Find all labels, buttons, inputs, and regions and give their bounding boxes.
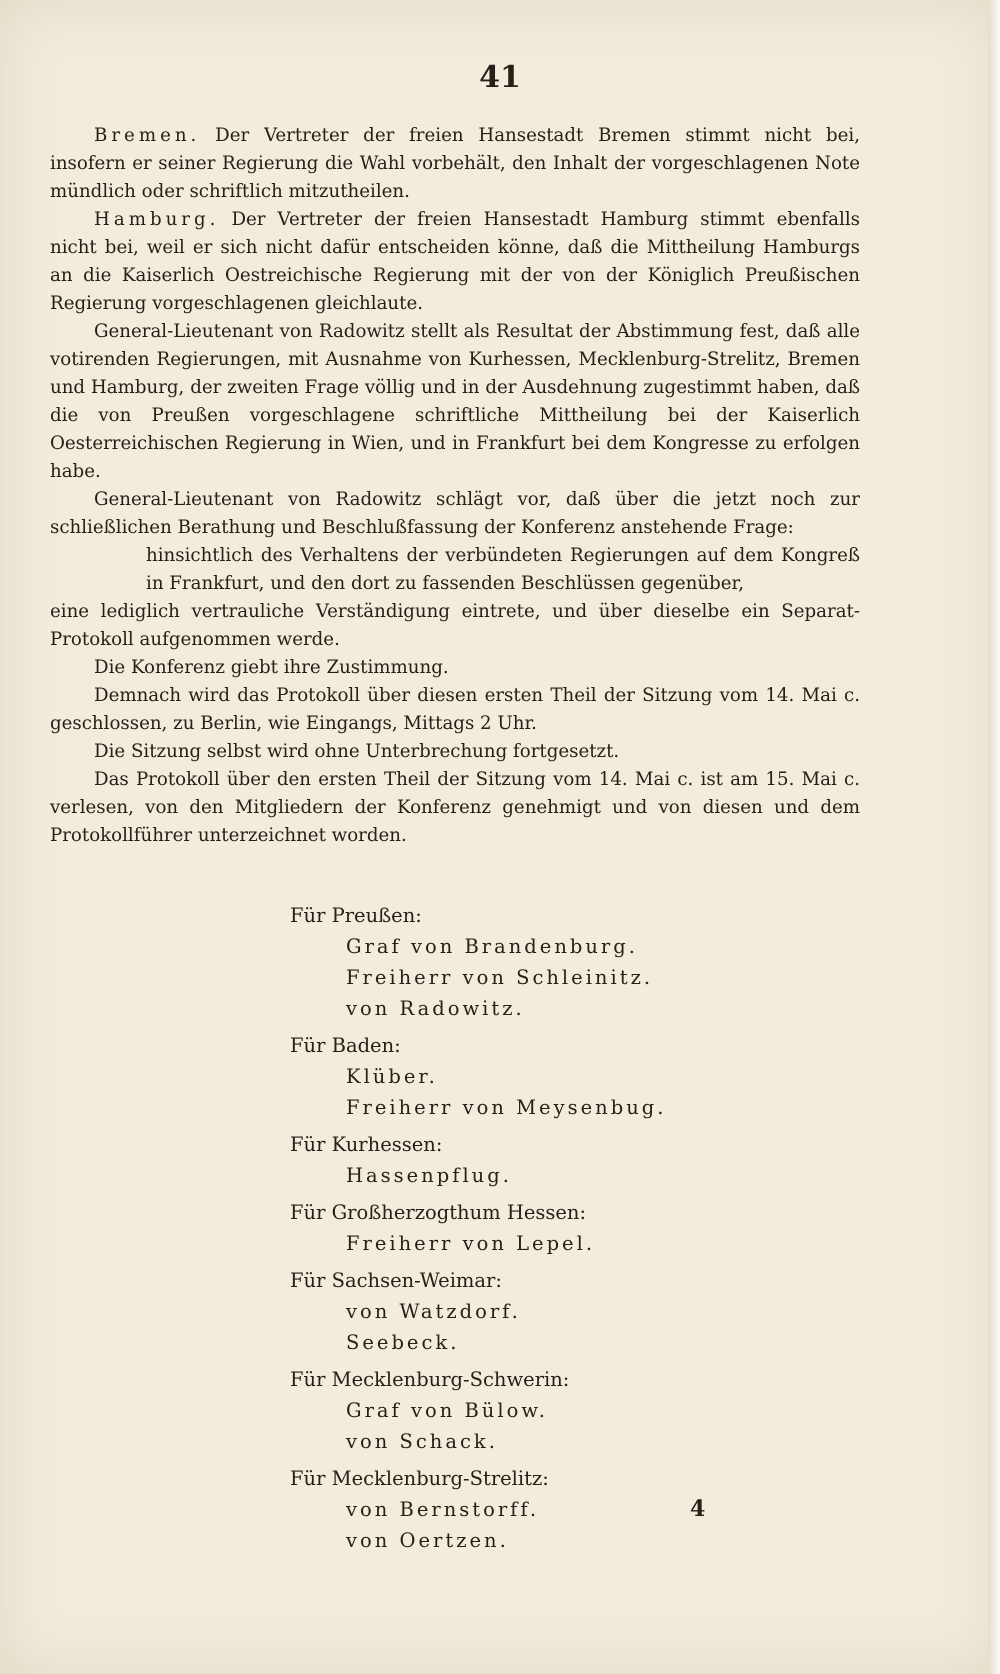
signature-state: Für Baden: [290,1034,401,1057]
page-edge [988,0,1000,1674]
signature-group [290,1364,810,1457]
page-number: 41 [479,60,521,95]
signature-list [290,900,810,1562]
signature-group [290,1265,810,1358]
signature-group [290,900,810,1024]
signature-state: Für Kurhessen: [290,1133,443,1156]
signatory-name: Freiherr von Lepel. [346,1232,596,1255]
signature-state: Für Mecklenburg-Strelitz: [290,1467,549,1490]
signatory-name: von Bernstorff. [346,1498,540,1521]
paragraph-text: Der Vertreter der freien Hansestadt Bremen stimmt nicht bei, insofern er seiner Regierung die Wahl vorbehält, den Inhalt der vorgeschlagenen Note mündlich oder schriftlich mitzutheilen. [50,125,860,202]
signatory-name: Graf von Brandenburg. [346,935,638,958]
paragraph-lead: Hamburg. [94,209,220,230]
body-text [50,122,860,850]
signatory-name: Seebeck. [346,1331,460,1354]
signature-group [290,1129,810,1191]
sheet-mark: 4 [690,1496,706,1522]
paragraph-agreement: eine lediglich vertrauliche Verständigung eintrete, und über dieselbe ein Separat-Protokoll aufgenommen werde. [50,601,860,650]
signatory-name: von Schack. [346,1430,498,1453]
paragraph-proposal: General-Lieutenant von Radowitz schlägt vor, daß über die jetzt noch zur schließlichen Berathung und Beschlußfassung der Konferenz anstehende Frage: [50,489,860,538]
paragraph-lead: Bremen. [94,125,201,146]
signature-state: Für Mecklenburg-Schwerin: [290,1368,570,1391]
signature-state: Für Sachsen-Weimar: [290,1269,502,1292]
paragraph-consent: Die Konferenz giebt ihre Zustimmung. [94,657,449,678]
signatory-name: Klüber. [346,1065,438,1088]
signature-group [290,1197,810,1259]
signatory-name: von Watzdorf. [346,1300,521,1323]
signatory-name: Hassenpflug. [346,1164,512,1187]
signature-state: Für Preußen: [290,904,422,927]
paragraph-bremen [50,122,860,206]
signatory-name: Freiherr von Meysenbug. [346,1096,667,1119]
signature-group [290,1463,810,1556]
paragraph-approval: Das Protokoll über den ersten Theil der Sitzung vom 14. Mai c. ist am 15. Mai c. verlesen, von den Mitgliedern der Konferenz genehmigt und von diesen und dem Protokollführer unterzeichnet worden. [50,769,860,846]
paragraph-text: Der Vertreter der freien Hansestadt Hamburg stimmt ebenfalls nicht bei, weil er sich nicht dafür entscheiden könne, daß die Mittheilung Hamburgs an die Kaiserlich Oestreichische Regierung mit der von der Königlich Preußischen Regierung vorgeschlagenen gleichlaute. [50,209,860,314]
paragraph-question: hinsichtlich des Verhaltens der verbündeten Regierungen auf dem Kongreß in Frankfurt, und den dort zu fassenden Beschlüssen gegenüber, [146,545,860,594]
paragraph-closing: Demnach wird das Protokoll über diesen ersten Theil der Sitzung vom 14. Mai c. geschlossen, zu Berlin, wie Eingangs, Mittags 2 Uhr. [50,685,860,734]
signatory-name: von Oertzen. [346,1529,509,1552]
signature-state: Für Großherzogthum Hessen: [290,1201,587,1224]
paragraph-hamburg [50,206,860,318]
paragraph-continuation: Die Sitzung selbst wird ohne Unterbrechung fortgesetzt. [94,741,620,762]
paragraph-result: General-Lieutenant von Radowitz stellt als Resultat der Abstimmung fest, daß alle votirenden Regierungen, mit Ausnahme von Kurhessen, Mecklenburg-Strelitz, Bremen und Hamburg, der zweiten Frage völlig und in der Ausdehnung zugestimmt haben, daß die von Preußen vorgeschlagene schriftliche Mittheilung bei der Kaiserlich Oesterreichischen Regierung in Wien, und in Frankfurt bei dem Kongresse zu erfolgen habe. [50,321,860,482]
signatory-name: Graf von Bülow. [346,1399,548,1422]
signature-group [290,1030,810,1123]
signatory-name: von Radowitz. [346,997,525,1020]
signatory-name: Freiherr von Schleinitz. [346,966,654,989]
